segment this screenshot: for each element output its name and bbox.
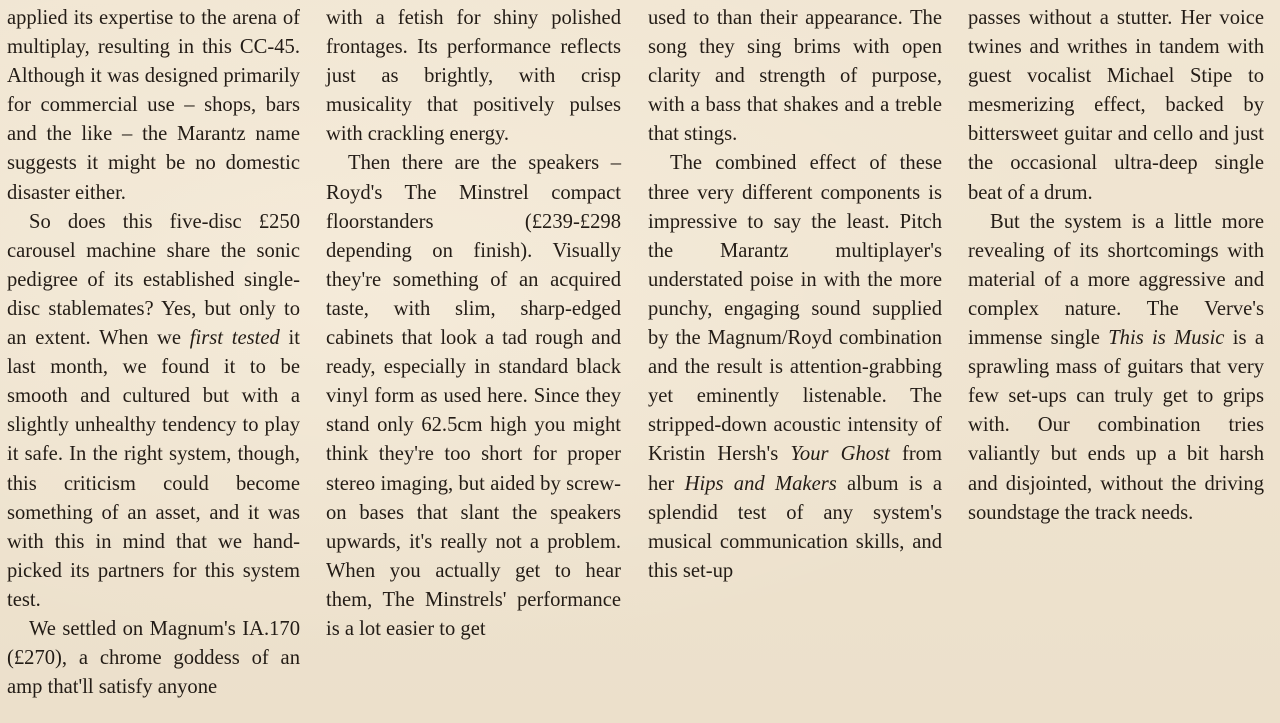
paragraph: We settled on Magnum's IA.170 (£270), a chrome goddess of an amp that'll satisfy anyone — [7, 617, 300, 699]
article-column-1 — [7, 4, 300, 702]
paragraph: applied its expertise to the arena of multiplay, resulting in this CC-45. Although it was designed primarily for commercial use – shops, bars and the like – the Marantz name suggests it might be no domestic disaster either. — [7, 7, 300, 204]
paragraph — [7, 208, 300, 615]
paragraph — [648, 149, 942, 585]
paragraph — [968, 208, 1264, 528]
emphasis: Your Ghost — [790, 443, 890, 466]
text-run: it last month, we found it to be smooth and cultured but with a slightly unhealthy tendency to play it safe. In the right system, though, this criticism could become something of an asset, and it was with this in mind that we hand-picked its partners for this system test. — [7, 327, 300, 611]
text-run: album is a splendid test of any system's musical communication skills, and this set-up — [648, 472, 942, 582]
emphasis: Hips and Makers — [684, 472, 837, 495]
show-through-texture — [900, 560, 1260, 700]
paragraph: with a fetish for shiny polished frontages. Its performance reflects just as brightly, with crisp musicality that positively pulses with crackling energy. — [326, 7, 621, 146]
text-run: The combined effect of these three very different components is impressive to say the least. Pitch the Marantz multiplayer's understated poise in with the more punchy, engaging sound supplied by the Magnum/Royd combination and the result is attention-grabbing yet eminently listenable. The stripped-down acoustic intensity of Kristin Hersh's — [648, 152, 942, 466]
article-column-2 — [326, 4, 621, 644]
article-column-3 — [648, 4, 942, 586]
paragraph: passes without a stutter. Her voice twines and writhes in tandem with guest vocalist Michael Stipe to mesmerizing effect, backed by bittersweet guitar and cello and just the occasional ultra-deep single beat of a drum. — [968, 7, 1264, 204]
text-run: from her — [648, 443, 942, 495]
emphasis: This is Music — [1108, 327, 1225, 350]
paragraph: Then there are the speakers – Royd's The Minstrel compact floorstanders (£239-£298 depending on finish). Visually they're something of an acquired taste, with slim, sharp-edged cabinets that look a tad rough and ready, especially in standard black vinyl form as used here. Since they stand only 62.5cm high you might think they're too short for proper stereo imaging, but aided by screw-on bases that slant the speakers upwards, it's really not a problem. When you actually get to hear them, The Minstrels' performance is a lot easier to get — [326, 152, 621, 640]
paragraph: used to than their appearance. The song they sing brims with open clarity and strength of purpose, with a bass that shakes and a treble that stings. — [648, 7, 942, 146]
text-run: So does this five-disc £250 carousel machine share the sonic pedigree of its established single-disc stablemates? Yes, but only to an extent. When we — [7, 210, 300, 350]
text-run: But the system is a little more revealing of its shortcomings with material of a more aggressive and complex nature. The Verve's immense single — [968, 210, 1264, 350]
text-run: is a sprawling mass of guitars that very few set-ups can truly get to grips with. Our combination tries valiantly but ends up a bit harsh and disjointed, without the driving soundstage the track needs. — [968, 327, 1264, 524]
article-column-4 — [968, 4, 1264, 528]
emphasis: first tested — [189, 327, 280, 350]
